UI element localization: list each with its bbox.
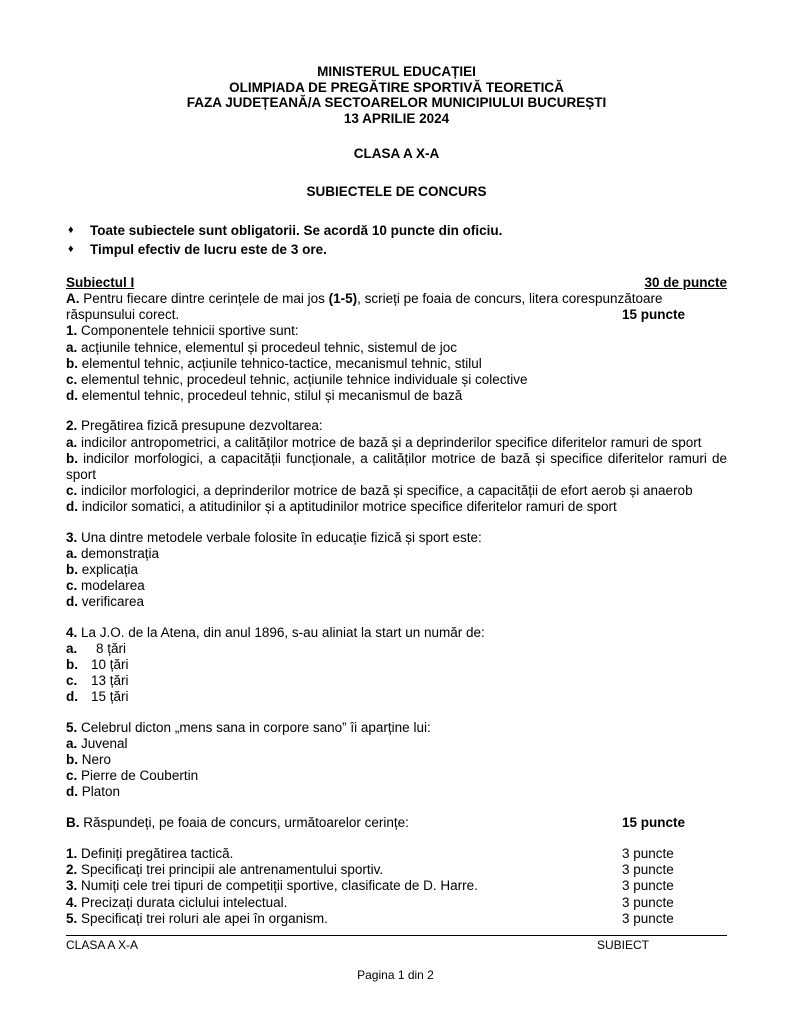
answer-option: b. elementul tehnic, acțiunile tehnico-tactice, mecanismul tehnic, stilul	[66, 355, 482, 371]
answer-option: c. elementul tehnic, procedeul tehnic, acțiunile tehnice individuale și colective	[66, 372, 528, 388]
part-b-item: 1. Definiți pregătirea tactică. 3 puncte	[66, 845, 674, 861]
diamond-bullet-icon: ♦	[68, 224, 74, 236]
answer-option: d. Platon	[66, 784, 121, 800]
answer-option: a. 8 țări	[66, 640, 127, 656]
part-b-item: 2. Specificați trei principii ale antrenamentului sportiv. 3 puncte	[66, 862, 674, 878]
answer-option: d. elementul tehnic, procedeul tehnic, stilul și mecanismul de bază	[66, 388, 463, 404]
part-b-item: 5. Specificați trei roluri ale apei în organism. 3 puncte	[66, 910, 674, 926]
instruction-item: ♦ Toate subiectele sunt obligatorii. Se acordă 10 puncte din oficiu.	[68, 223, 503, 238]
subjects-title: SUBIECTELE DE CONCURS	[306, 184, 487, 199]
answer-option: d. indicilor somatici, a atitudinilor și a aptitudinilor motrice specifice diferitelor ramuri de sport	[66, 499, 617, 515]
question-5: 5. Celebrul dicton „mens sana in corpore sano” îi aparține lui: a. Juvenal b. Nero c. Pierre de Coubertin d. Platon	[66, 720, 727, 801]
question-4: 4. La J.O. de la Atena, din anul 1896, s-au aliniat la start un număr de: a. 8 țări b. 10 țări c. 13 țări d. 15 țări	[66, 625, 727, 706]
answer-option: a. acțiunile tehnice, elementul și procedeul tehnic, sistemul de joc	[66, 339, 457, 355]
olympiad-title: OLIMPIADA DE PREGĂTIRE SPORTIVĂ TEORETICĂ	[229, 79, 564, 95]
part-b-instructions: B. Răspundeți, pe foaia de concurs, următoarelor cerințe: 15 puncte	[66, 815, 727, 831]
question-2: 2. Pregătirea fizică presupune dezvoltarea: a. indicilor antropometrici, a calităților motrice de bază și a deprinderilor specifice diferitelor ramuri de sport b. indicilor morfologici, a capacității funcționale, a calităților motrice de bază și specifice diferitelor ramuri de sport c. indicilor morfologici, a deprinderilor motrice de bază și specifice, a capacității de efort aerob și anaerob d. indicilor somatici, a atitudinilor și a aptitudinilor motrice specifice diferitelor ramuri de sport	[66, 418, 727, 515]
page-number: Pagina 1 din 2	[357, 968, 434, 982]
answer-option: b. Nero	[66, 752, 112, 768]
answer-option: b. 10 țări	[66, 657, 129, 673]
part-b-points: 15 puncte	[622, 814, 686, 830]
answer-option: d. 15 țări	[66, 689, 129, 705]
instructions-list	[66, 221, 727, 259]
ministry-title: MINISTERUL EDUCAȚIEI	[317, 64, 476, 79]
exam-page	[66, 64, 727, 927]
footer	[66, 938, 727, 952]
instruction-item: ♦ Timpul efectiv de lucru este de 3 ore.	[68, 242, 327, 257]
footer-divider	[66, 935, 727, 936]
answer-option: d. verificarea	[66, 594, 145, 610]
footer-label: SUBIECT	[597, 938, 650, 952]
part-a-instructions: A. Pentru fiecare dintre cerințele de mai jos (1-5), scrieți pe foaia de concurs, litera corespunzătoare răspunsului corect. 15 puncte	[66, 291, 727, 323]
answer-option: b. explicația	[66, 562, 139, 578]
document-header	[66, 64, 727, 126]
phase-title: FAZA JUDEȚEANĂ/A SECTOARELOR MUNICIPIULUI BUCUREȘTI	[186, 95, 607, 110]
answer-option: c. Pierre de Coubertin	[66, 768, 199, 784]
answer-option: a. indicilor antropometrici, a calităților motrice de bază și a deprinderilor specifice diferitelor ramuri de sport	[66, 434, 702, 450]
footer-class: CLASA A X-A	[66, 938, 139, 952]
question-1: 1. Componentele tehnicii sportive sunt: a. acțiunile tehnice, elementul și procedeul tehnic, sistemul de joc b. elementul tehnic, acțiunile tehnico-tactice, mecanismul tehnic, stilul c. elementul tehnic, procedeul tehnic, acțiunile tehnice individuale și colective d. elementul tehnic, procedeul tehnic, stilul și mecanismul de bază	[66, 323, 727, 404]
question-3: 3. Una dintre metodele verbale folosite în educație fizică și sport este: a. demonstrația b. explicația c. modelarea d. verificarea	[66, 530, 727, 611]
subject-points: 30 de puncte	[644, 275, 727, 290]
exam-date: 13 APRILIE 2024	[343, 110, 450, 126]
answer-option: b. indicilor morfologici, a capacității funcționale, a calităților motrice de bază și specifice diferitelor ramuri de sport	[66, 450, 727, 483]
answer-option: a. demonstrația	[66, 545, 160, 561]
part-a-points: 15 puncte	[622, 307, 686, 323]
part-b-item: 4. Precizați durata ciclului intelectual. 3 puncte	[66, 894, 674, 910]
subject-heading	[66, 275, 727, 291]
diamond-bullet-icon: ♦	[68, 243, 74, 255]
answer-option: c. 13 țări	[66, 673, 129, 689]
answer-option: a. Juvenal	[66, 735, 128, 751]
part-b	[66, 815, 727, 927]
answer-option: c. indicilor morfologici, a deprinderilor motrice de bază și specifice, a capacității de efort aerob și anaerob	[66, 483, 693, 499]
subject-title: Subiectul I	[66, 275, 135, 290]
part-b-item: 3. Numiți cele trei tipuri de competiții sportive, clasificate de D. Harre. 3 puncte	[66, 878, 674, 894]
class-title: CLASA A X-A	[353, 146, 440, 161]
answer-option: c. modelarea	[66, 578, 145, 594]
